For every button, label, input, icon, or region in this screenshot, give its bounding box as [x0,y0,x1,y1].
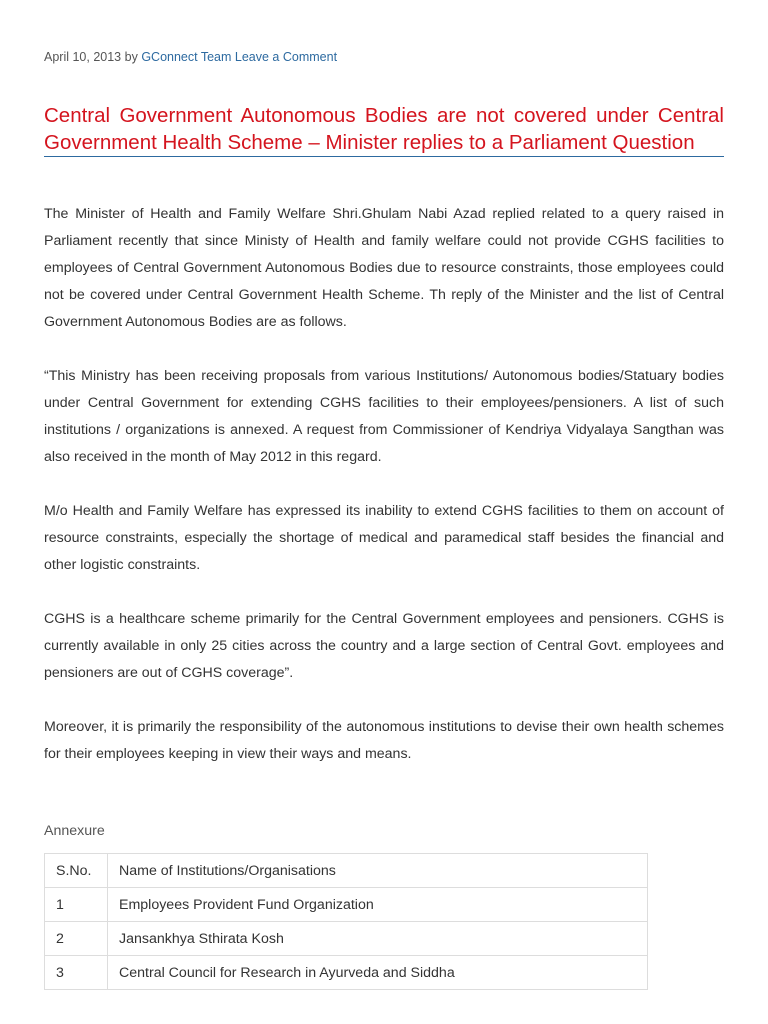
row-sno: 3 [45,956,108,990]
paragraph: Moreover, it is primarily the responsibility of the autonomous institutions to devise their own health schemes for their employees keeping in view their ways and means. [44,719,724,762]
post-date: April 10, 2013 [44,50,122,64]
leave-comment-link[interactable]: Leave a Comment [234,50,338,64]
row-sno: 2 [45,922,108,956]
row-name: Jansankhya Sthirata Kosh [108,922,648,956]
paragraph: “This Ministry has been receiving proposals from various Institutions/ Autonomous bodies/Statuary bodies under Central Government for extending CGHS facilities to their employees/pensioners. A list of such institutions / organizations is annexed. A request from Commissioner of Kendriya Vidyalaya Sangthan was also received in the month of May 2012 in this regard. [44,368,724,465]
table-row [45,888,648,922]
row-sno: 1 [45,888,108,922]
paragraph: The Minister of Health and Family Welfare Shri.Ghulam Nabi Azad replied related to a query raised in Parliament recently that since Ministy of Health and family welfare could not provide CGHS facilities to employees of Central Government Autonomous Bodies due to resource constraints, those employees could not be covered under Central Government Health Scheme. Th reply of the Minister and the list of Central Government Autonomous Bodies are as follows. [44,206,724,330]
post-meta [44,50,337,64]
annexure-table [44,853,648,990]
header-name: Name of Institutions/Organisations [108,854,648,888]
table-header-row [45,854,648,888]
table-row [45,956,648,990]
article-title: Central Government Autonomous Bodies are not covered under Central Government Health Scheme – Minister replies to a Parliament Question [44,102,724,157]
table-row [45,922,648,956]
annexure-label: Annexure [44,823,105,839]
paragraph: M/o Health and Family Welfare has expressed its inability to extend CGHS facilities to them on account of resource constraints, especially the shortage of medical and paramedical staff besides the financial and other logistic constraints. [44,503,724,573]
row-name: Employees Provident Fund Organization [108,888,648,922]
post-by: by [124,50,138,64]
article-body [44,201,724,795]
row-name: Central Council for Research in Ayurveda and Siddha [108,956,648,990]
paragraph: CGHS is a healthcare scheme primarily for the Central Government employees and pensioners. CGHS is currently available in only 25 cities across the country and a large section of Central Govt. employees and pensioners are out of CGHS coverage”. [44,611,724,681]
header-sno: S.No. [45,854,108,888]
author-link[interactable]: GConnect Team [141,50,232,64]
